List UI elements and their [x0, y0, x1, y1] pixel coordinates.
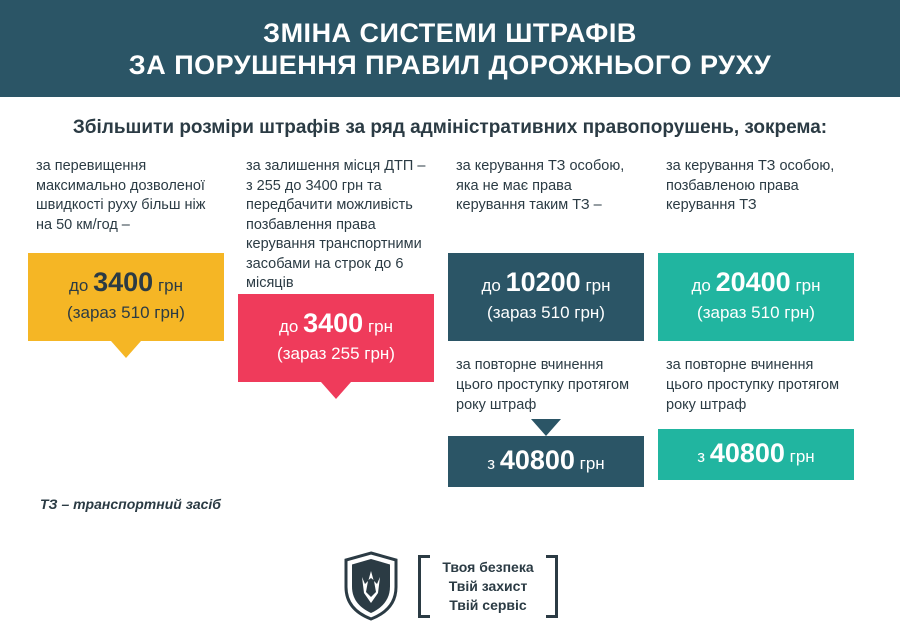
column-3-price-current: (зараз 510 грн) — [487, 303, 605, 322]
column-4-price-prefix: до — [691, 276, 711, 295]
column-3-repeat-prefix: з — [487, 454, 496, 473]
column-4-repeat-value: 40800 — [709, 438, 785, 468]
column-4-description: за керування ТЗ особою, позбавленою права керування ТЗ — [666, 158, 835, 213]
header-title-line-2: ЗА ПОРУШЕННЯ ПРАВИЛ ДОРОЖНЬОГО РУХУ — [128, 49, 772, 80]
column-3-pointer-icon — [531, 419, 561, 436]
column-1-price-unit: грн — [157, 276, 183, 295]
header-title-line-1: ЗМІНА СИСТЕМИ ШТРАФІВ — [263, 17, 637, 48]
police-emblem-icon — [342, 551, 400, 621]
column-1-price-value: 3400 — [93, 267, 154, 297]
column-3-price-prefix: до — [481, 276, 501, 295]
column-1-price-current: (зараз 510 грн) — [67, 303, 185, 322]
column-4-spacer — [658, 419, 854, 429]
slogan-block — [418, 555, 557, 618]
column-2-price-prefix: до — [279, 316, 299, 336]
column-2-price-box — [238, 294, 434, 382]
column-3-repeat-unit: грн — [579, 454, 605, 473]
fines-columns — [0, 153, 900, 487]
column-4-price-current: (зараз 510 грн) — [697, 303, 815, 322]
column-1-description: за перевищення максимально дозволеної швидкості руху більш ніж на 50 км/год – — [36, 158, 206, 233]
footnote-abbreviation: ТЗ – транспортний засіб — [40, 496, 221, 512]
column-4-price-box — [658, 253, 854, 341]
column-2-price-value: 3400 — [303, 307, 364, 338]
column-3-price-value: 10200 — [505, 267, 581, 297]
fine-column-revoked-licence — [658, 153, 854, 480]
column-2-description: за залишення місця ДТП – з 255 до 3400 грн та передбачити можливість позбавлення права керування транспортними засобами на строк до 6 місяців — [246, 158, 426, 291]
column-4-price-unit: грн — [795, 276, 821, 295]
column-3-price-unit: грн — [585, 276, 611, 295]
fine-column-speeding — [28, 153, 224, 358]
slogan-text — [438, 555, 537, 618]
column-4-repeat-prefix: з — [697, 447, 706, 466]
column-3-repeat-value: 40800 — [499, 445, 575, 475]
column-2-pointer-icon — [321, 382, 351, 399]
slogan-line-1: Твоя безпека — [442, 558, 534, 575]
bracket-right-icon — [546, 555, 558, 618]
column-3-repeat-price — [448, 436, 644, 487]
slogan-line-2: Твій захист — [448, 577, 528, 594]
column-4-repeat-note: за повторне вчинення цього проступку протягом року штраф — [666, 357, 840, 413]
column-1-price-prefix: до — [69, 276, 89, 295]
column-4-price-value: 20400 — [715, 267, 791, 297]
column-3-description: за керування ТЗ особою, яка не має права керування таким ТЗ – — [456, 158, 625, 213]
column-4-price-line — [668, 267, 844, 301]
page-footer — [0, 544, 900, 628]
slogan-line-3: Твій сервіс — [449, 596, 527, 613]
column-3-price-box — [448, 253, 644, 341]
column-2-price-current: (зараз 255 грн) — [277, 343, 395, 363]
subtitle: Збільшити розміри штрафів за ряд адміністративних правопорушень, зокрема: — [72, 117, 828, 138]
column-4-repeat-price — [658, 429, 854, 480]
column-2-price-unit: грн — [367, 316, 393, 336]
column-2-price-line — [248, 308, 424, 342]
column-1-price-line — [38, 267, 214, 301]
bracket-left-icon — [418, 555, 430, 618]
column-3-price-line — [458, 267, 634, 301]
fine-column-no-licence — [448, 153, 644, 487]
column-1-pointer-icon — [111, 341, 141, 358]
column-1-price-box — [28, 253, 224, 341]
column-4-repeat-unit: грн — [789, 447, 815, 466]
column-3-repeat-note: за повторне вчинення цього проступку протягом року штраф — [456, 357, 630, 413]
page-header — [0, 0, 900, 97]
fine-column-hit-and-run — [238, 153, 434, 399]
